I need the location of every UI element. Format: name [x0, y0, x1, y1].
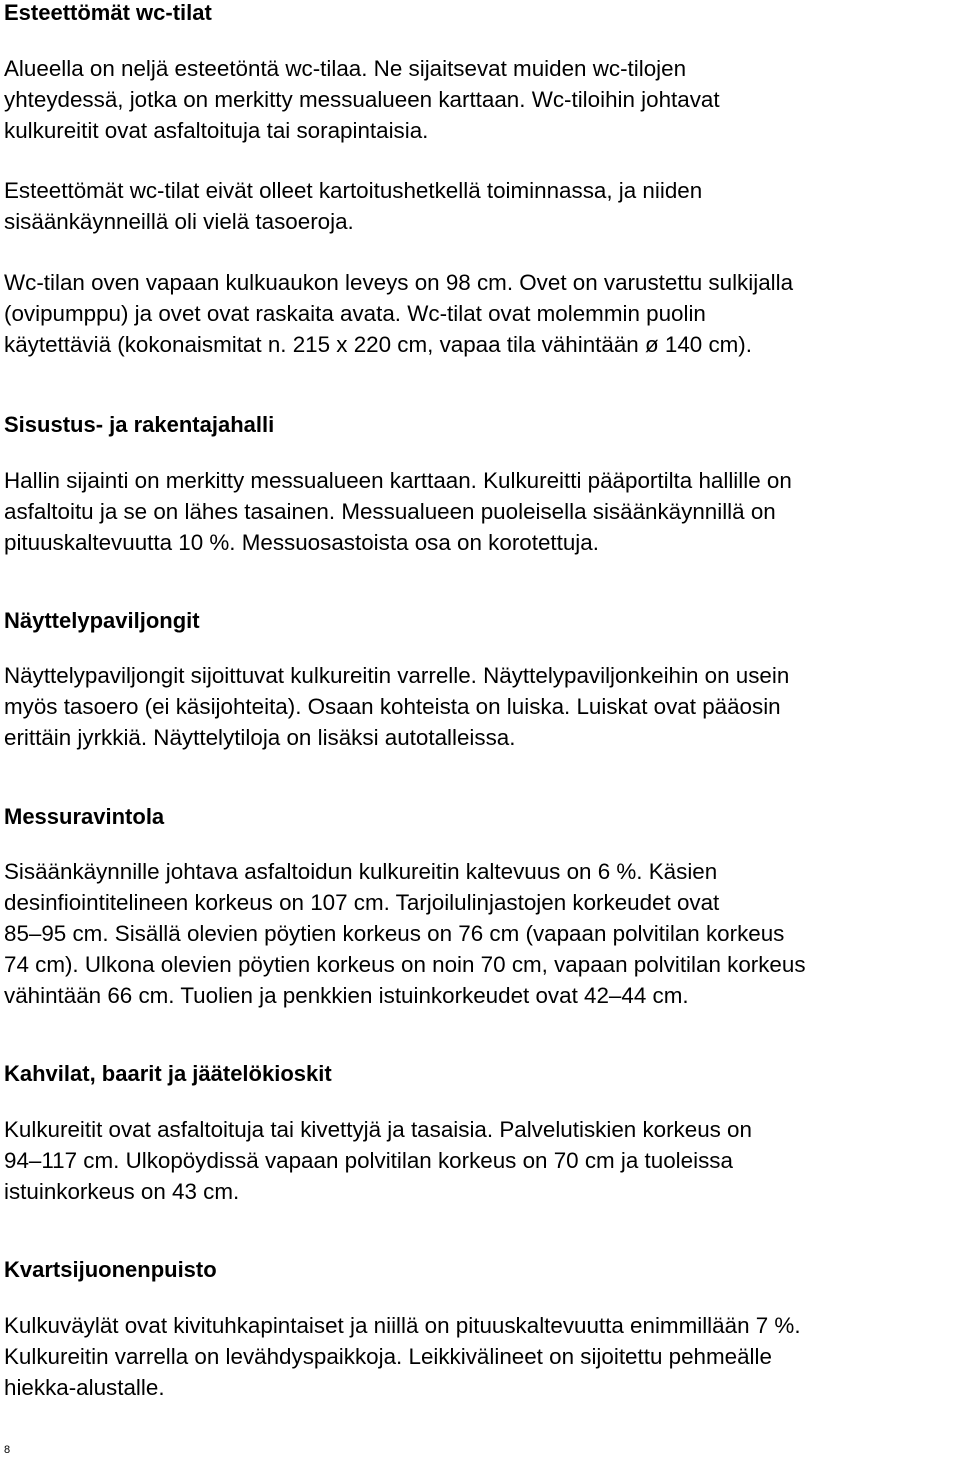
- section-paragraph: [4, 1310, 960, 1403]
- paragraph-line: yhteydessä, jotka on merkitty messualueen karttaan. Wc-tiloihin johtavat: [4, 87, 720, 112]
- paragraph-line: Hallin sijainti on merkitty messualueen karttaan. Kulkureitti pääportilta hallille on: [4, 468, 792, 493]
- paragraph-line: hiekka-alustalle.: [4, 1375, 165, 1400]
- section-paragraph: [4, 175, 960, 237]
- paragraph-line: vähintään 66 cm. Tuolien ja penkkien istuinkorkeudet ovat 42–44 cm.: [4, 983, 689, 1008]
- paragraph-line: Näyttelypaviljongit sijoittuvat kulkureitin varrelle. Näyttelypaviljonkeihin on usein: [4, 663, 790, 688]
- paragraph-line: 85–95 cm. Sisällä olevien pöytien korkeus on 76 cm (vapaan polvitilan korkeus: [4, 921, 785, 946]
- paragraph-line: Kulkuväylät ovat kivituhkapintaiset ja niillä on pituuskaltevuutta enimmillään 7 %.: [4, 1313, 801, 1338]
- paragraph-line: istuinkorkeus on 43 cm.: [4, 1179, 240, 1204]
- paragraph-line: Wc-tilan oven vapaan kulkuaukon leveys on 98 cm. Ovet on varustettu sulkijalla: [4, 270, 794, 295]
- section-heading: Sisustus- ja rakentajahalli: [4, 412, 275, 437]
- section-heading: Kahvilat, baarit ja jäätelökioskit: [4, 1061, 332, 1086]
- paragraph-line: sisäänkäynneillä oli vielä tasoeroja.: [4, 209, 354, 234]
- section-paragraph: [4, 856, 960, 1011]
- paragraph-line: Sisäänkäynnille johtava asfaltoidun kulkureitin kaltevuus on 6 %. Käsien: [4, 859, 718, 884]
- section-heading: Kvartsijuonenpuisto: [4, 1257, 217, 1282]
- paragraph-line: 94–117 cm. Ulkopöydissä vapaan polvitilan korkeus on 70 cm ja tuoleissa: [4, 1148, 733, 1173]
- section-paragraph: [4, 465, 960, 558]
- paragraph-line: Alueella on neljä esteetöntä wc-tilaa. Ne sijaitsevat muiden wc-tilojen: [4, 56, 687, 81]
- section-paragraph: [4, 267, 960, 360]
- paragraph-line: pituuskaltevuutta 10 %. Messuosastoista osa on korotettuja.: [4, 530, 599, 555]
- paragraph-line: käytettäviä (kokonaismitat n. 215 x 220 cm, vapaa tila vähintään ø 140 cm).: [4, 332, 752, 357]
- paragraph-line: Esteettömät wc-tilat eivät olleet kartoitushetkellä toiminnassa, ja niiden: [4, 178, 703, 203]
- paragraph-line: desinfiointitelineen korkeus on 107 cm. Tarjoilulinjastojen korkeudet ovat: [4, 890, 720, 915]
- section-paragraph: [4, 1114, 960, 1207]
- paragraph-line: (ovipumppu) ja ovet ovat raskaita avata. Wc-tilat ovat molemmin puolin: [4, 301, 706, 326]
- paragraph-line: myös tasoero (ei käsijohteita). Osaan kohteista on luiska. Luiskat ovat pääosin: [4, 694, 781, 719]
- section-paragraph: [4, 53, 960, 146]
- paragraph-line: Kulkureitit ovat asfaltoituja tai kivettyjä ja tasaisia. Palvelutiskien korkeus on: [4, 1117, 752, 1142]
- section-paragraph: [4, 660, 960, 753]
- paragraph-line: Kulkureitin varrella on levähdyspaikkoja. Leikkivälineet on sijoitettu pehmeälle: [4, 1344, 772, 1369]
- paragraph-line: erittäin jyrkkiä. Näyttelytiloja on lisäksi autotalleissa.: [4, 725, 516, 750]
- paragraph-line: 74 cm). Ulkona olevien pöytien korkeus on noin 70 cm, vapaan polvitilan korkeus: [4, 952, 806, 977]
- section-heading: Näyttelypaviljongit: [4, 608, 200, 633]
- section-heading: Messuravintola: [4, 804, 165, 829]
- paragraph-line: kulkureitit ovat asfaltoituja tai sorapintaisia.: [4, 118, 429, 143]
- section-heading: Esteettömät wc-tilat: [4, 0, 212, 25]
- page-number: 8: [4, 1444, 11, 1456]
- paragraph-line: asfaltoitu ja se on lähes tasainen. Messualueen puoleisella sisäänkäynnillä on: [4, 499, 776, 524]
